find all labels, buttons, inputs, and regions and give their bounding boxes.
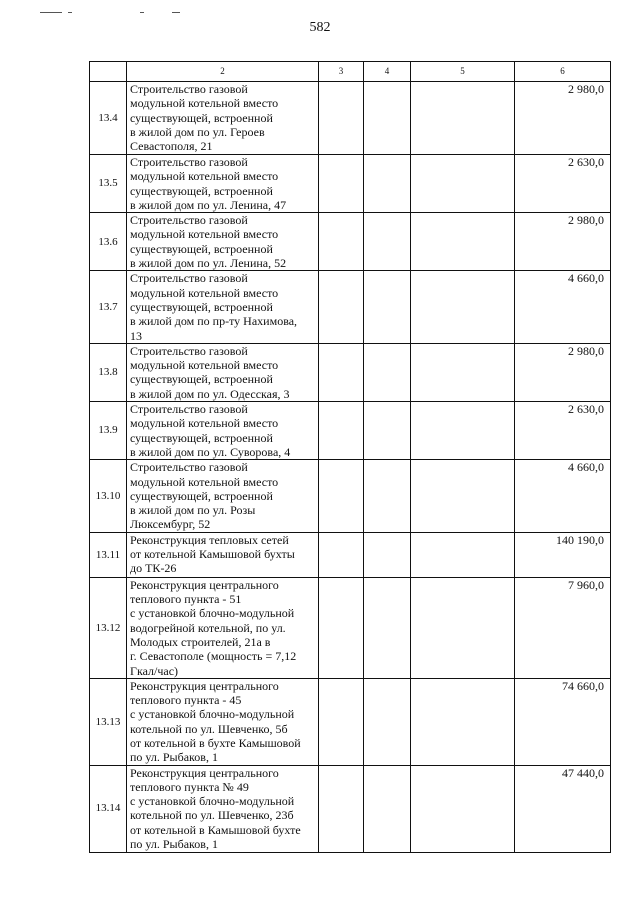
cell-col4: [364, 460, 411, 532]
cell-col3: [319, 82, 364, 155]
row-description: Строительство газовой модульной котельной вместо существующей, встроенной в жилой дом по ул. Ленина, 52: [127, 213, 319, 271]
row-amount: 140 190,0: [515, 532, 611, 577]
scan-mark: [40, 12, 62, 13]
row-number: 13.7: [90, 271, 127, 343]
table-row: [90, 155, 611, 213]
cell-col3: [319, 460, 364, 532]
row-number: 13.14: [90, 765, 127, 852]
cell-col4: [364, 765, 411, 852]
column-header: 3: [319, 62, 364, 82]
table-row: [90, 271, 611, 343]
row-amount: 4 660,0: [515, 271, 611, 343]
row-amount: 2 980,0: [515, 343, 611, 401]
column-header: 5: [411, 62, 515, 82]
column-header: 6: [515, 62, 611, 82]
table-row: [90, 402, 611, 460]
row-amount: 2 980,0: [515, 213, 611, 271]
table-row: [90, 213, 611, 271]
cell-col3: [319, 577, 364, 678]
row-description: Строительство газовой модульной котельной вместо существующей, встроенной в жилой дом по ул. Розы Люксембург, 52: [127, 460, 319, 532]
cell-col5: [411, 577, 515, 678]
budget-table: [89, 61, 611, 853]
cell-col4: [364, 577, 411, 678]
cell-col3: [319, 271, 364, 343]
table-row: [90, 532, 611, 577]
cell-col3: [319, 532, 364, 577]
row-description: Строительство газовой модульной котельной вместо существующей, встроенной в жилой дом по ул. Ленина, 47: [127, 155, 319, 213]
row-number: 13.13: [90, 678, 127, 765]
cell-col5: [411, 213, 515, 271]
column-header: 4: [364, 62, 411, 82]
cell-col5: [411, 343, 515, 401]
cell-col3: [319, 155, 364, 213]
row-description: Реконструкция тепловых сетей от котельной Камышовой бухты до ТК-26: [127, 532, 319, 577]
row-description: Строительство газовой модульной котельной вместо существующей, встроенной в жилой дом по ул. Суворова, 4: [127, 402, 319, 460]
cell-col5: [411, 678, 515, 765]
scan-mark: [172, 12, 180, 13]
row-number: 13.12: [90, 577, 127, 678]
cell-col3: [319, 402, 364, 460]
table-row: [90, 82, 611, 155]
row-amount: 4 660,0: [515, 460, 611, 532]
table-row: [90, 678, 611, 765]
cell-col5: [411, 402, 515, 460]
scan-mark: [140, 12, 144, 13]
page-number: 582: [309, 20, 331, 35]
cell-col5: [411, 765, 515, 852]
table-row: [90, 343, 611, 401]
cell-col5: [411, 460, 515, 532]
column-header: [90, 62, 127, 82]
row-amount: 2 980,0: [515, 82, 611, 155]
row-number: 13.4: [90, 82, 127, 155]
cell-col5: [411, 532, 515, 577]
row-number: 13.5: [90, 155, 127, 213]
row-number: 13.6: [90, 213, 127, 271]
table-row: [90, 460, 611, 532]
table-row: [90, 765, 611, 852]
cell-col5: [411, 82, 515, 155]
row-amount: 2 630,0: [515, 402, 611, 460]
cell-col4: [364, 678, 411, 765]
row-description: Реконструкция центрального теплового пункта - 45 с установкой блочно-модульной котельной по ул. Шевченко, 5б от котельной в бухте Камышовой по ул. Рыбаков, 1: [127, 678, 319, 765]
cell-col3: [319, 213, 364, 271]
cell-col4: [364, 155, 411, 213]
row-amount: 74 660,0: [515, 678, 611, 765]
cell-col4: [364, 532, 411, 577]
cell-col4: [364, 271, 411, 343]
row-amount: 2 630,0: [515, 155, 611, 213]
cell-col5: [411, 271, 515, 343]
cell-col4: [364, 82, 411, 155]
row-description: Строительство газовой модульной котельной вместо существующей, встроенной в жилой дом по пр-ту Нахимова, 13: [127, 271, 319, 343]
row-number: 13.9: [90, 402, 127, 460]
table-row: [90, 577, 611, 678]
column-header: 2: [127, 62, 319, 82]
cell-col3: [319, 765, 364, 852]
row-description: Строительство газовой модульной котельной вместо существующей, встроенной в жилой дом по ул. Одесская, 3: [127, 343, 319, 401]
scan-mark: [68, 12, 72, 13]
cell-col4: [364, 343, 411, 401]
row-description: Реконструкция центрального теплового пункта - 51 с установкой блочно-модульной водогрейной котельной, по ул. Молодых строителей, 21а в г. Севастополе (мощность = 7,12 Гкал/час): [127, 577, 319, 678]
cell-col4: [364, 213, 411, 271]
row-number: 13.10: [90, 460, 127, 532]
row-number: 13.8: [90, 343, 127, 401]
cell-col3: [319, 343, 364, 401]
row-number: 13.11: [90, 532, 127, 577]
table-header-row: [90, 62, 611, 82]
cell-col5: [411, 155, 515, 213]
cell-col4: [364, 402, 411, 460]
row-amount: 7 960,0: [515, 577, 611, 678]
row-description: Строительство газовой модульной котельной вместо существующей, встроенной в жилой дом по ул. Героев Севастополя, 21: [127, 82, 319, 155]
cell-col3: [319, 678, 364, 765]
row-amount: 47 440,0: [515, 765, 611, 852]
row-description: Реконструкция центрального теплового пункта № 49 с установкой блочно-модульной котельной по ул. Шевченко, 23б от котельной в Камышовой бухте по ул. Рыбаков, 1: [127, 765, 319, 852]
